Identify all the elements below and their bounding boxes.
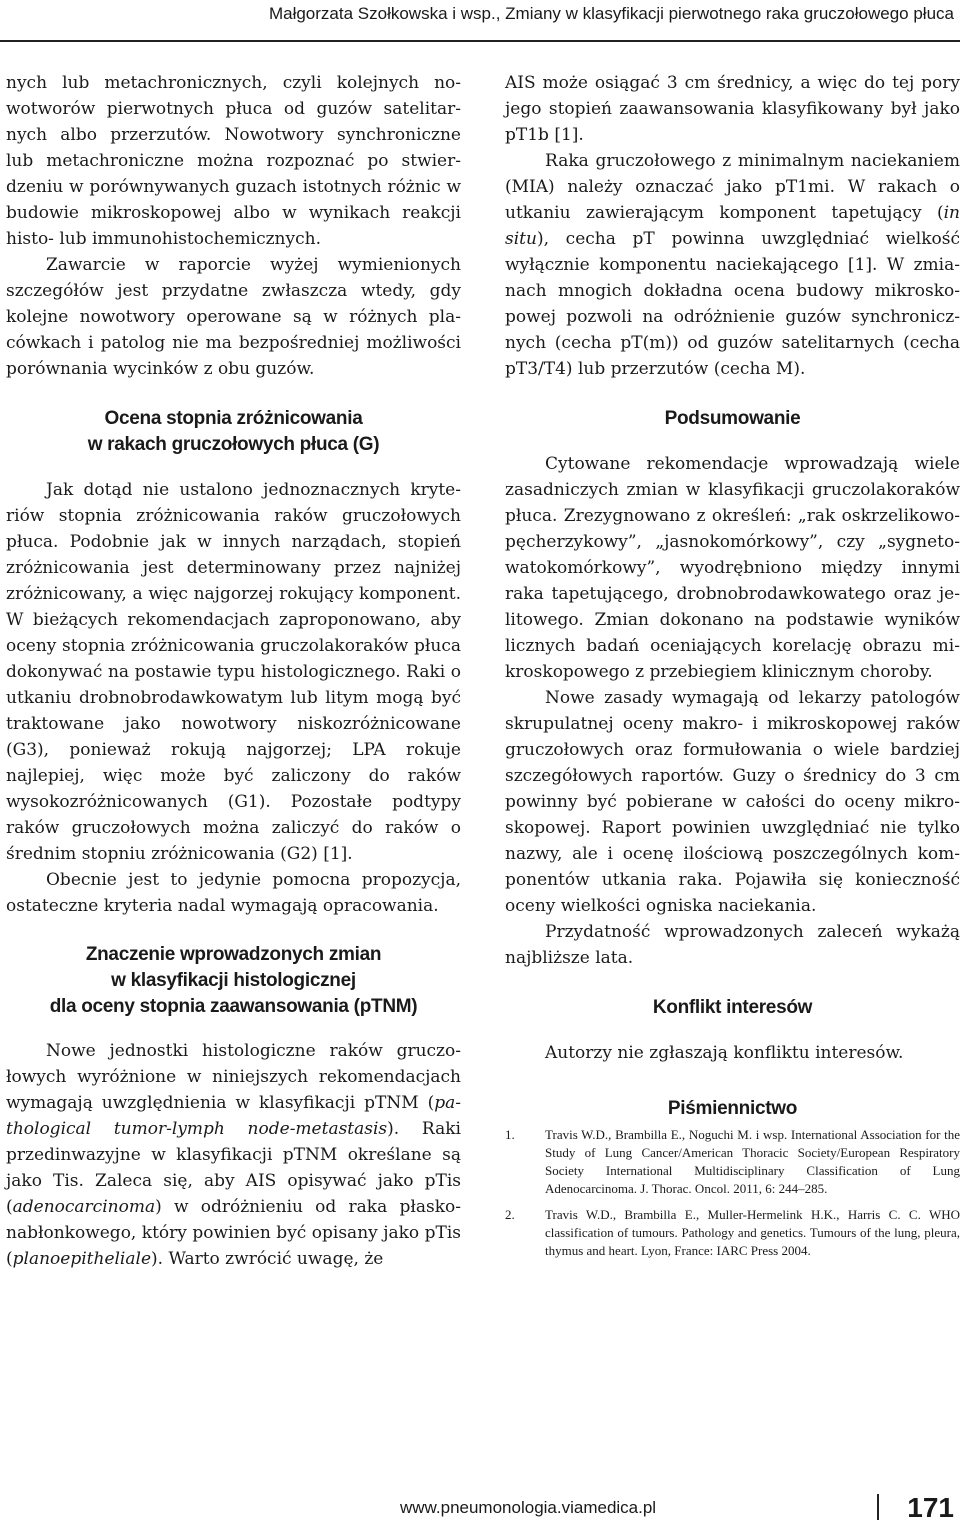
section-conflict-heading <box>505 995 960 1021</box>
text-run: ), cecha pT powinna uwzględniać wielkość wyłącznie komponentu naciekającego [1]. W zmianach mnogich dokładna ocena budowy mikroskopowej pozwoli na odróżnienie guzów synchronicznych (cecha pT(m)) od guzów satelitarnych (cecha pT3/T4) lub przerzutów (cecha M). <box>505 229 960 379</box>
text-run: ). Warto zwrócić uwagę, że <box>151 1249 384 1269</box>
text-run: Nowe jednostki histologiczne raków gruczołowych wyróżnione w niniejszych rekomendacjach wymagają uwzględnienia w klasyfikacji pTNM ( <box>6 1041 461 1113</box>
page-number: 171 <box>907 1492 954 1523</box>
footer-journal-url: www.pneumonologia.viamedica.pl <box>400 1498 657 1517</box>
text-run: ) w odróżnieniu od raka płaskonabłonkowego, który powinien być opisany jako pTis ( <box>6 1197 461 1269</box>
section-heading-line: Podsumowanie <box>664 408 801 429</box>
reference-item <box>505 1126 960 1198</box>
section-summary-heading <box>505 406 960 432</box>
section-references-heading <box>505 1096 960 1122</box>
section-heading-line: Znaczenie wprowadzonych zmian <box>85 944 382 965</box>
footer-rule <box>877 1494 879 1520</box>
header-article-title: Zmiany w klasyfikacji pierwotnego raka gruczołowego płuca <box>505 4 954 23</box>
reference-number: 2. <box>505 1207 515 1222</box>
header-rule <box>0 40 960 42</box>
left-paragraph-5 <box>6 1038 461 1272</box>
section-ptnm-body <box>6 1038 461 1272</box>
right-paragraph-2 <box>505 148 960 382</box>
italic-term: adenocarcinoma <box>12 1197 156 1217</box>
header-authors: Małgorzata Szołkowska i wsp. <box>268 4 496 23</box>
text-run: Raka gruczołowego z minimalnym naciekaniem (MIA) należy oznaczać jako pT1mi. W rakach o utkaniu zawierającym komponent tapetujący ( <box>505 151 960 223</box>
right-paragraph-6: Autorzy nie zgłaszają konfliktu interesów. <box>545 1043 904 1063</box>
section-heading-line: Konflikt interesów <box>652 997 813 1018</box>
left-intro-block <box>6 70 461 382</box>
section-grading-heading <box>6 406 461 458</box>
right-intro-block <box>505 70 960 382</box>
text-run: ). Raki przedinwazyjne w klasyfikacji pTNM określane są jako Tis. Zaleca się, aby AIS opisywać jako pTis ( <box>6 1119 461 1217</box>
reference-item <box>505 1206 960 1260</box>
section-heading-line: Piśmiennictwo <box>667 1098 798 1119</box>
reference-number: 1. <box>505 1127 515 1142</box>
reference-text: Travis W.D., Brambilla E., Muller-Hermelink H.K., Harris C. C. WHO classification of tumours. Pathology and genetics. Tumours of the lung, pleura, thymus and heart. Lyon, France: IARC Press 2004. <box>545 1207 960 1258</box>
left-paragraph-4: Obecnie jest to jedynie pomocna propozycja, ostateczne kryteria nadal wymagają opracowania. <box>6 870 461 916</box>
running-header <box>14 2 954 26</box>
references-list-block <box>505 1126 960 1260</box>
reference-text: Travis W.D., Brambilla E., Noguchi M. i wsp. International Association for the Study of Lung Cancer/American Thoracic Society/European Respiratory Society International Multidisciplinary Classification of Lung Adenocarcinoma. J. Thorac. Oncol. 2011, 6: 244–285. <box>545 1127 960 1196</box>
right-paragraph-5: Przydatność wprowadzonych zaleceń wykażą najbliższe lata. <box>505 922 960 968</box>
italic-term: in situ <box>505 203 960 249</box>
italic-term: planoepitheliale <box>12 1249 152 1269</box>
references-list <box>505 1126 960 1260</box>
left-paragraph-1: nych lub metachronicznych, czyli kolejnych nowotworów pierwotnych płuca od guzów satelitarnych albo przerzutów. Nowotwory synchroniczne lub metachroniczne można rozpoznać po stwierdzeniu w porównywanych guzach istotnych różnic w budowie mikroskopowej albo w wynikach reakcji histo- lub immunohistochemicznych. <box>6 73 461 249</box>
right-paragraph-3: Cytowane rekomendacje wprowadzają wiele zasadniczych zmian w klasyfikacji gruczolakoraków płuca. Zrezygnowano z określeń: „rak oskrzelikowopęcherzykowy”, „jasnokomórkowy”, czy „sygnetowatokomórkowy”, wyodrębniono między innymi raka tapetującego, drobnobrodawkowatego oraz jelitowego. Zmian dokonano na podstawie wyników licznych badań oceniających korelację obrazu mikroskopowego z przebiegiem klinicznym choroby. <box>505 454 960 682</box>
right-paragraph-1: AIS może osiągać 3 cm średnicy, a więc do tej pory jego stopień zaawansowania klasyfikowany był jako pT1b [1]. <box>505 73 960 145</box>
left-paragraph-3: Jak dotąd nie ustalono jednoznacznych kryteriów stopnia zróżnicowania raków gruczołowych płuca. Podobnie jak w innych narządach, stopień zróżnicowania jest determinowany przez najniżej zróżnicowany, a więc najgorzej rokujący komponent. W bieżących rekomendacjach zaproponowano, aby oceny stopnia zróżnicowania gruczolakoraków płuca dokonywać na postawie typu histologicznego. Raki o utkaniu drobnobrodawkowatym lub litym mogą być traktowane jako nowotwory niskozróżnicowane (G3), ponieważ rokują najgorzej; LPA rokuje najlepiej, więc może być zaliczony do raków wysokozróżnicowanych (G1). Pozostałe podtypy raków gruczołowych można zaliczyć do raków o średnim stopniu zróżnicowania (G2) [1]. <box>6 480 461 864</box>
section-heading-line: w klasyfikacji histologicznej <box>111 970 356 991</box>
section-summary-body <box>505 451 960 971</box>
italic-term: pathological tumor-lymph node-metastasis <box>6 1093 461 1139</box>
section-ptnm-heading <box>6 942 461 1020</box>
right-paragraph-4: Nowe zasady wymagają od lekarzy patologów skrupulatnej oceny makro- i mikroskopowej raków gruczołowych oraz formułowania o wiele bardziej szczegółowych raportów. Guzy o średnicy do 3 cm powinny być pobierane w całości do oceny mikroskopowej. Raport powinien uwzględniać nie tylko nazwy, ale i ocenę ilościową poszczególnych komponentów utkania raka. Pojawiła się konieczność oceny wielkości ogniska naciekania. <box>505 688 960 916</box>
section-heading-line: dla oceny stopnia zaawansowania (pTNM) <box>49 996 418 1017</box>
section-conflict-body <box>505 1040 960 1066</box>
header-separator: , <box>495 4 506 23</box>
section-grading-body <box>6 477 461 919</box>
left-paragraph-2: Zawarcie w raporcie wyżej wymienionych szczegółów jest przydatne zwłaszcza wtedy, gdy kolejne nowotwory operowane są w różnych placówkach i patolog nie ma bezpośredniej możliwości porównania wycinków z obu guzów. <box>6 255 461 379</box>
section-heading-line: w rakach gruczołowych płuca (G) <box>87 434 380 455</box>
section-heading-line: Ocena stopnia zróżnicowania <box>104 408 363 429</box>
